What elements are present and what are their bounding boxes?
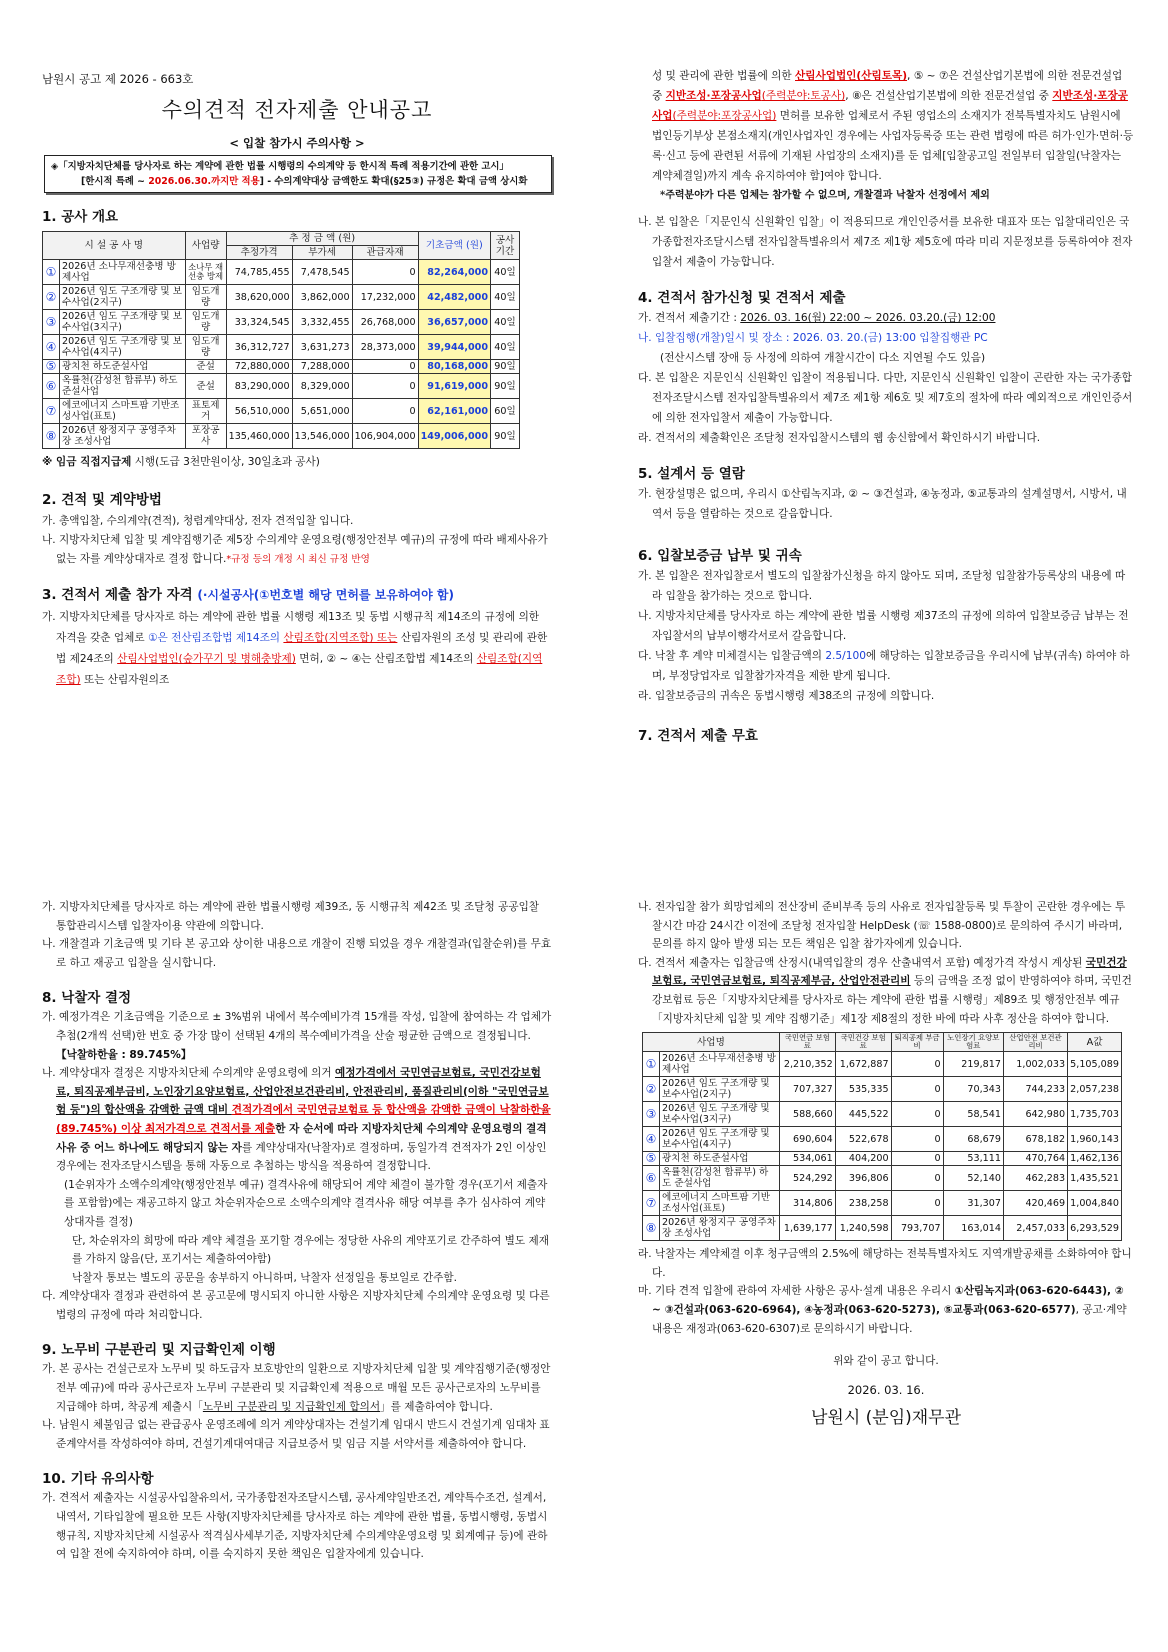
pension: 524,292: [779, 1166, 835, 1191]
safety: 678,182: [1003, 1127, 1067, 1152]
wage-note-text: 시행(도급 3천만원이상, 30일초과 공사): [131, 456, 320, 468]
care: 163,014: [943, 1216, 1003, 1241]
caution-heading: < 입찰 참가시 주의사항 >: [229, 136, 365, 150]
base-amount: 62,161,000: [418, 399, 490, 424]
a-value: 6,293,529: [1068, 1216, 1122, 1241]
s8-na: [42, 1064, 552, 1176]
table-row: [643, 1191, 1122, 1216]
retire: 0: [891, 1077, 943, 1102]
caution-box: [44, 155, 552, 193]
table-row: [643, 1102, 1122, 1127]
qual-text-red: 지반조성·포장공사업: [665, 90, 762, 102]
row-number: ④: [643, 1127, 660, 1152]
s10-da-text: 다. 견적서 제출자는 입찰금액 산정시(내역입찰의 경우 산출내역서 포함) 예정가격 작성시 계상된: [638, 956, 1086, 969]
s3-text: 산림자원의 조성 및 관리에 관한 법 제24조의: [56, 632, 548, 665]
s3-text-red: 산림조합(지역조합): [56, 653, 543, 686]
s3-text-blue: ①은 전산림조합법 제14조의: [147, 632, 284, 644]
base-amount: 39,944,000: [418, 335, 490, 360]
retire: 0: [891, 1102, 943, 1127]
row-number: ⑤: [43, 360, 60, 374]
a-value: 1,004,840: [1068, 1191, 1122, 1216]
qualification-note: *주력분야가 다른 업체는 참가할 수 없으며, 개찰결과 낙찰자 선정에서 제외: [660, 190, 990, 201]
row-number: ②: [643, 1077, 660, 1102]
s10-ma-contacts: ①산림녹지과(063-620-6443), ② ~ ③건설과(063-620-6964), ④농정과(063-620-5273), ⑤교통과(063-620-6577): [652, 1285, 1124, 1316]
s10-ma-text: , 공고·계약 내용은 재정과(063-620-6307)로 문의하시기 바랍니다.: [652, 1303, 1127, 1335]
row-number: ③: [43, 310, 60, 335]
page-title: 수의견적 전자제출 안내공고: [161, 98, 433, 122]
col-name: 시 설 공 사 명: [43, 232, 186, 260]
retire: 0: [891, 1152, 943, 1166]
section-10-heading: 10. 기타 유의사항: [42, 1471, 154, 1488]
project-type: 포장공사: [185, 424, 226, 449]
project-name: 2026년 왕정지구 공영주차장 조성사업: [60, 424, 186, 449]
project-name: 2026년 소나무재선충병 방제사업: [660, 1052, 780, 1077]
row-number: ②: [43, 285, 60, 310]
project-name: 2026년 소나무재선충병 방제사업: [60, 260, 186, 285]
table-row: [43, 374, 520, 399]
safety: 420,469: [1003, 1191, 1067, 1216]
project-type: 임도개량: [185, 335, 226, 360]
pension: 690,604: [779, 1127, 835, 1152]
s10-ma: [638, 1282, 1134, 1338]
table-row: [43, 424, 520, 449]
project-name: 2026년 임도 구조개량 및 보수사업(3지구): [60, 310, 186, 335]
col-pension: 국민연금 보험료: [779, 1033, 835, 1052]
a-value: 1,735,703: [1068, 1102, 1122, 1127]
table-row: [643, 1216, 1122, 1241]
section-7-heading: 7. 견적서 제출 무효: [638, 728, 758, 744]
caution-text: ] - 수의계약대상 금액한도 확대(§25③) 규정은 확대 금액 상시화: [259, 176, 528, 187]
right-bottom-column: [638, 898, 1134, 1428]
s3-title: 3. 견적서 제출 참가 자격: [42, 587, 198, 603]
health: 445,522: [835, 1102, 891, 1127]
health: 1,672,887: [835, 1052, 891, 1077]
care: 52,140: [943, 1166, 1003, 1191]
qual-text: , ⑤ ~ ⑦은 건설산업기본법에 의한 전문건설업 중: [652, 70, 1123, 102]
s10-ra: 라. 낙찰자는 계약체결 이후 청구금액의 2.5%에 해당하는 전북특별자치도 지역개발공채를 소화하여야 합니다.: [638, 1248, 1132, 1279]
project-name: 2026년 왕정지구 공영주차장 조성사업: [660, 1216, 780, 1241]
est-price: 74,785,455: [226, 260, 292, 285]
a-value: 1,435,521: [1068, 1166, 1122, 1191]
care: 58,541: [943, 1102, 1003, 1127]
project-name: 에코에너지 스마트팜 기반조성사업(표토): [660, 1191, 780, 1216]
qual-text-red: (주력분야:토공사): [761, 90, 846, 102]
col-material: 관급자재: [352, 246, 418, 260]
caution-deadline: 2026.06.30.까지만 적용: [148, 176, 260, 187]
material: 0: [352, 399, 418, 424]
est-price: 135,460,000: [226, 424, 292, 449]
project-name: 광치천 하도준설사업: [660, 1152, 780, 1166]
s8-ga-rate: 【낙찰하한율 : 89.745%】: [56, 1048, 192, 1061]
est-price: 38,620,000: [226, 285, 292, 310]
col-est: 추 정 금 액 (원): [226, 232, 418, 246]
issuer: 남원시 (분임)재무관: [810, 1408, 962, 1429]
retire: 793,707: [891, 1216, 943, 1241]
project-name: 2026년 임도 구조개량 및 보수사업(4지구): [660, 1127, 780, 1152]
s2-na-text: 나. 지방자치단체 입찰 및 계약집행기준 제5장 수의계약 운영요령(행정안전부 예규)의 규정에 따라 배제사유가 없는 자를 계약상대자로 결정 합니다.: [42, 534, 548, 565]
left-top-column: [42, 70, 552, 691]
col-period: 공사 기간: [491, 232, 520, 260]
col-health: 국민건강 보험료: [835, 1033, 891, 1052]
notice-date: 2026. 03. 16.: [847, 1382, 925, 1397]
s8-na-h: 낙찰자 통보는 별도의 공문을 송부하지 아니하며, 낙찰자 선정일을 통보일로 간주함.: [72, 1271, 457, 1284]
row-number: ⑥: [643, 1166, 660, 1191]
section-2-heading: 2. 견적 및 계약방법: [42, 492, 162, 508]
caution-text: [한시적 특례 ~: [81, 176, 149, 187]
period: 40일: [491, 285, 520, 310]
material: 106,904,000: [352, 424, 418, 449]
a-value: 5,105,089: [1068, 1052, 1122, 1077]
safety: 642,980: [1003, 1102, 1067, 1127]
col-est-price: 추정가격: [226, 246, 292, 260]
base-amount: 36,657,000: [418, 310, 490, 335]
health: 396,806: [835, 1166, 891, 1191]
health: 404,200: [835, 1152, 891, 1166]
est-price: 56,510,000: [226, 399, 292, 424]
s2-na: [42, 531, 552, 569]
care: 31,307: [943, 1191, 1003, 1216]
s9-na: 나. 남원시 체불임금 없는 관급공사 운영조례에 의거 계약상대자는 건설기계 임대시 반드시 건설기계 임대차 표준계약서를 작성하여야 하며, 건설기계대여대금 지급보증서 및 임금 지불 서약서를 제출하여야 합니다.: [42, 1419, 550, 1450]
retire: 0: [891, 1191, 943, 1216]
vat: 8,329,000: [292, 374, 352, 399]
pension: 1,639,177: [779, 1216, 835, 1241]
s7-na: 나. 개찰결과 기초금액 및 기타 본 공고와 상이한 내용으로 개찰이 진행 되었을 경우 개찰결과(입찰순위)를 무효로 하고 재공고 입찰을 실시합니다.: [42, 938, 552, 969]
s7-ga: 가. 지방자치단체를 당사자로 하는 계약에 관한 법률시행령 제39조, 동 시행규칙 제42조 및 조달청 공공입찰 통합관리시스템 입찰자이용 약관에 의합니다.: [42, 901, 540, 932]
s9-ga: [42, 1360, 552, 1416]
vat: 13,546,000: [292, 424, 352, 449]
a-value: 2,057,238: [1068, 1077, 1122, 1102]
s3-text-red: 산림조합(지역조합) 또는: [283, 632, 398, 644]
table-row: [643, 1077, 1122, 1102]
s2-na-note: *규정 등의 개정 시 최신 규정 반영: [226, 554, 370, 565]
period: 90일: [491, 424, 520, 449]
s6-na: 나. 지방자치단체를 당사자로 하는 계약에 관한 법률 시행령 제37조의 규정에 의하여 입찰보증금 납부는 전자입찰서의 납부이행각서로서 갈음합니다.: [638, 610, 1129, 642]
s10-na: 나. 전자입찰 참가 희망업체의 전산장비 준비부족 등의 사유로 전자입찰등록 및 투찰이 곤란한 경우에는 투찰시간 마감 24시간 이전에 조달청 전자입찰 HelpDesk (☏ 1588-0800)로 문의하여 주시기 바라며, 문의를 하지 않아 발생 되는 모든 책임은 입찰 참가자에게 있습니다.: [638, 901, 1126, 951]
s2-ga: 가. 총액입찰, 수의계약(견적), 청렴계약대상, 전자 견적입찰 입니다.: [42, 515, 354, 527]
a-value: 1,462,136: [1068, 1152, 1122, 1166]
section-6-heading: 6. 입찰보증금 납부 및 귀속: [638, 548, 802, 564]
table-row: [43, 399, 520, 424]
safety: 2,457,033: [1003, 1216, 1067, 1241]
s8-na-g: 단, 차순위자의 희망에 따라 계약 체결을 포기할 경우에는 정당한 사유의 계약포기로 간주하여 별도 제재를 가하지 않음(단, 포기서는 제출하여야함): [72, 1234, 549, 1266]
project-type: 준설: [185, 360, 226, 374]
row-number: ⑦: [643, 1191, 660, 1216]
vat: 7,478,545: [292, 260, 352, 285]
project-name: 옥률천(감성천 합류부) 하도 준설사업: [60, 374, 186, 399]
material: 0: [352, 260, 418, 285]
vat: 7,288,000: [292, 360, 352, 374]
project-table: [42, 231, 520, 449]
pension: 2,210,352: [779, 1052, 835, 1077]
safety: 1,002,033: [1003, 1052, 1067, 1077]
health: 1,240,598: [835, 1216, 891, 1241]
notice-number: 남원시 공고 제 2026 - 663호: [42, 72, 194, 86]
s8-na-bold: 예정가격에서 국민연금보험료, 국민건강보험료, 퇴직공제부금비, 노인장기요양보험료, 산업안전보건관리비, 안전관리비, 품질관리비(이하 "국민연금보험 등")의 합산액을 감액한 금액 대비: [56, 1067, 549, 1117]
table-row: [43, 260, 520, 285]
section-1-heading: 1. 공사 개요: [42, 209, 119, 225]
base-amount: 80,168,000: [418, 360, 490, 374]
s9-ga-agreement: 노무비 구분관리 및 지급확인제 합의서: [202, 1400, 381, 1413]
table-row: [43, 335, 520, 360]
s9-ga-text: 」를 제출하여야 합니다.: [380, 1400, 493, 1413]
caution-line-1: ◈「지방자치단체를 당사자로 하는 계약에 관한 법률 시행령의 수의계약 등 한시적 특례 적용기간에 관한 고시」: [51, 161, 509, 172]
material: 0: [352, 360, 418, 374]
s8-na-text: 나. 계약상대자 결정은 지방자치단체 수의계약 운영요령에 의거: [42, 1067, 336, 1080]
wage-note: [42, 453, 552, 472]
table-row: [43, 360, 520, 374]
table-row: [43, 310, 520, 335]
s10-ma-text: 마. 기타 견적 입찰에 관하여 자세한 사항은 공사·설계 내용은 우리시: [638, 1285, 955, 1298]
pension: 314,806: [779, 1191, 835, 1216]
pension: 707,327: [779, 1077, 835, 1102]
vat: 3,862,000: [292, 285, 352, 310]
s3-text: 면허, ② ~ ④는 산림조합법 제14조의: [295, 653, 477, 665]
row-number: ⑥: [43, 374, 60, 399]
a-value: 1,960,143: [1068, 1127, 1122, 1152]
health: 238,258: [835, 1191, 891, 1216]
row-number: ④: [43, 335, 60, 360]
s3-text-red: 산림사업법인(숲가꾸기 및 병해충방제): [117, 653, 296, 665]
left-bottom-column: [42, 898, 552, 1564]
row-number: ③: [643, 1102, 660, 1127]
period: 40일: [491, 335, 520, 360]
project-name: 2026년 임도 구조개량 및 보수사업(2지구): [660, 1077, 780, 1102]
s8-da: 다. 계약상대자 결정과 관련하여 본 공고문에 명시되지 아니한 사항은 지방자치단체 수의계약 운영요령 및 다른 법령의 규정에 따라 처리합니다.: [42, 1290, 550, 1321]
qual-text: 면허를 보유한 업체로서 주된 영업소의 소재지가 전북특별자치도 남원시에 법인등기부상 본점소재지(개인사업자인 경우에는 사업자등록증 또는 관련 법령에 따른 허가·인가·면허·등록·신고 등에 관련된 서류에 기재된 사업장의 소재지)를 둔 업체[입찰공고일 전일부터 입찰일(낙찰자는 계약체결일)까지 계속 유지하여야 함]여야 합니다.: [652, 110, 1134, 182]
wage-note-title: ※ 임금 직접지급제: [42, 456, 132, 468]
s6-da-rate: 2.5/100: [825, 650, 866, 662]
col-type: 사업량: [185, 232, 226, 260]
health: 522,678: [835, 1127, 891, 1152]
qualification-na: 나. 본 입찰은「지문인식 신원확인 입찰」이 적용되므로 개인인증서를 보유한 대표자 또는 입찰대리인은 국가종합전자조달시스템 전자입찰특별유의서 제7조 제1항 제5호에 따라 미리 지문정보를 등록하여야 전자입찰서 제출이 가능합니다.: [638, 216, 1133, 268]
section-8-heading: 8. 낙찰자 결정: [42, 990, 132, 1007]
care: 53,111: [943, 1152, 1003, 1166]
s4-na-note: (전산시스템 장애 등 사정에 의하여 개찰시간이 다소 지연될 수도 있음): [660, 352, 986, 364]
col-name: 사업명: [643, 1033, 780, 1052]
closing-statement: 위와 같이 공고 합니다.: [833, 1355, 939, 1368]
s4-ga: [638, 308, 1134, 328]
period: 40일: [491, 260, 520, 285]
section-5-heading: 5. 설계서 등 열람: [638, 466, 745, 482]
s6-da-text: 다. 낙찰 후 계약 미체결시는 입찰금액의: [638, 650, 826, 662]
project-name: 광치천 하도준설사업: [60, 360, 186, 374]
est-price: 36,312,727: [226, 335, 292, 360]
table-row: [643, 1152, 1122, 1166]
row-number: ⑦: [43, 399, 60, 424]
project-type: 표토제거: [185, 399, 226, 424]
material: 26,768,000: [352, 310, 418, 335]
s4-na: 나. 입찰집행(개찰)일시 및 장소 : 2026. 03. 20.(금) 13:00 입찰집행관 PC: [638, 332, 988, 344]
s9-ga-text: 가. 본 공사는 건설근로자 노무비 및 하도급자 보호방안의 일환으로 지방자치단체 입찰 및 계약집행기준(행정안전부 예규)에 따라 공사근로자 노무비 구분관리 및 지급확인제 적용으로 매월 모든 공사근로자의 노무비를 지급해야 하며, 착공계 제출시「: [42, 1363, 551, 1413]
caution-line-2: [51, 174, 545, 189]
material: 17,232,000: [352, 285, 418, 310]
retire: 0: [891, 1127, 943, 1152]
s8-na-bold: 한 자 순서에 따라 지방자치단체 수의계약 운영요령의 결격사유 중 어느 하나에도 해당되지 않는 자: [56, 1122, 547, 1154]
s8-ga-text: 가. 예정가격은 기초금액을 기준으로 ± 3%범위 내에서 복수예비가격 15개를 작성, 입찰에 참여하는 각 업체가 추첨(2개씩 선택)한 번호 중 가장 많이 선택된 4개의 복수예비가격을 산술 평균한 금액으로 결정됩니다.: [42, 1011, 552, 1042]
col-a: A값: [1068, 1033, 1122, 1052]
row-number: ①: [643, 1052, 660, 1077]
s3-text: 또는 산림자원의조: [80, 674, 170, 686]
care: 68,679: [943, 1127, 1003, 1152]
project-name: 2026년 임도 구조개량 및 보수사업(4지구): [60, 335, 186, 360]
care: 219,817: [943, 1052, 1003, 1077]
project-name: 옥률천(감성천 합류부) 하도 준설사업: [660, 1166, 780, 1191]
period: 60일: [491, 399, 520, 424]
project-name: 2026년 임도 구조개량 및 보수사업(3지구): [660, 1102, 780, 1127]
project-type: 임도개량: [185, 285, 226, 310]
safety: 462,283: [1003, 1166, 1067, 1191]
retire: 0: [891, 1052, 943, 1077]
qual-text: 성 및 관리에 관한 법률에 의한: [652, 70, 796, 82]
s6-ga: 가. 본 입찰은 전자입찰로서 별도의 입찰참가신청을 하지 않아도 되며, 조달청 입찰참가등록상의 내용에 따라 입찰을 참가하는 것으로 합니다.: [638, 570, 1126, 602]
table-row: [43, 285, 520, 310]
material: 0: [352, 374, 418, 399]
project-type: 준설: [185, 374, 226, 399]
s4-ga-period: 2026. 03. 16(월) 22:00 ~ 2026. 03.20.(금) 12:00: [740, 312, 996, 324]
qualification-cont: [652, 66, 1134, 186]
pension: 534,061: [779, 1152, 835, 1166]
section-3-heading: [42, 585, 552, 605]
project-type: 소나무 재선충 방제: [185, 260, 226, 285]
s10-ga: 가. 견적서 제출자는 시설공사입찰유의서, 국가종합전자조달시스템, 공사계약일반조건, 계약특수조건, 설계서, 내역서, 기타입찰에 필요한 모든 사항(지방자치단체를 당사자로 하는 계약에 관한 법률, 동법시행령, 동법시행규칙, 지방자치단체 시설공사 적격심사세부기준, 지방자치단체 수의계약운영요령 및 회계예규 등)에 관하여 입찰 전에 숙지하여야 하며, 이를 숙지하지 못한 책임은 입찰자에게 있습니다.: [42, 1492, 548, 1561]
col-safety: 산업안전 보건관리비: [1003, 1033, 1067, 1052]
table-row: [643, 1166, 1122, 1191]
qual-text-red: (주력분야:포장공사업): [672, 110, 777, 122]
s3-text: 가. 지방자치단체를 당사자로 하는 계약에 관한 법률 시행령 제13조 및 동법 시행규칙 제14조의 규정에 의한 자격을 갖춘 업체로: [42, 611, 540, 644]
s8-ga: [42, 1008, 552, 1064]
est-price: 33,324,545: [226, 310, 292, 335]
base-amount: 91,619,000: [418, 374, 490, 399]
section-9-heading: 9. 노무비 구분관리 및 지급확인제 이행: [42, 1342, 276, 1359]
s3-ga: [42, 607, 552, 691]
pension: 588,660: [779, 1102, 835, 1127]
s6-da: [638, 646, 1134, 686]
vat: 3,631,273: [292, 335, 352, 360]
s4-ra: 라. 견적서의 제출확인은 조달청 전자입찰시스템의 웹 송신함에서 확인하시기 바랍니다.: [638, 432, 1041, 444]
table-row: [643, 1127, 1122, 1152]
qual-text-red: 산림사업법인(산림토목): [795, 70, 908, 82]
section-4-heading: 4. 견적서 참가신청 및 견적서 제출: [638, 290, 846, 306]
base-amount: 82,264,000: [418, 260, 490, 285]
period: 90일: [491, 374, 520, 399]
qual-text-red: 지반조성·포장공사업: [652, 90, 1128, 122]
est-price: 72,880,000: [226, 360, 292, 374]
s8-na-red: 견적가격에서 국민연금보험료 등 합산액을 감액한 금액이 낙찰하한율(89.745%) 이상 최저가격으로 견적서를 제출: [56, 1104, 551, 1135]
s10-da-text: 등의 금액을 조정 없이 반영하여야 하며, 국민건강보험료 등은「지방자치단체를 당사자로 하는 계약에 관한 법률 시행령」제89조 및 행정안전부 예규「지방자치단체 입찰 및 계약 집행기준」제1장 제8절의 정한 바에 따라 사후 정산을 하여야 합니다.: [652, 975, 1132, 1025]
period: 40일: [491, 310, 520, 335]
row-number: ⑤: [643, 1152, 660, 1166]
base-amount: 42,482,000: [418, 285, 490, 310]
s6-da-text: 에 해당하는 입찰보증금을 우리시에 납부(귀속) 하여야 하며, 부정당업자로 입찰참가자격을 제한 받게 됩니다.: [652, 650, 1130, 682]
s3-note: (·시설공사(①번호별 해당 면허를 보유하여야 함): [197, 588, 454, 602]
col-vat: 부가세: [292, 246, 352, 260]
s4-ga-label: 가. 견적서 제출기간 :: [638, 312, 741, 324]
row-number: ⑧: [643, 1216, 660, 1241]
qual-text: , ⑧은 건설산업기본법에 의한 전문건설업 중: [845, 90, 1053, 102]
safety: 470,764: [1003, 1152, 1067, 1166]
col-care: 노인장기 요양보험료: [943, 1033, 1003, 1052]
s8-na-text: 를 계약상대자(낙찰자)로 결정하며, 동일가격 견적자가 2인 이상인 경우에는 전자조달시스템을 통해 자동으로 추첨하는 방식을 적용하여 결정합니다.: [56, 1141, 547, 1173]
col-base: 기초금액 (원): [418, 232, 490, 260]
row-number: ①: [43, 260, 60, 285]
row-number: ⑧: [43, 424, 60, 449]
base-amount: 149,006,000: [418, 424, 490, 449]
col-retire: 퇴직공제 부금비: [891, 1033, 943, 1052]
est-price: 83,290,000: [226, 374, 292, 399]
health: 535,335: [835, 1077, 891, 1102]
vat: 5,651,000: [292, 399, 352, 424]
project-name: 에코에너지 스마트팜 기반조성사업(표토): [60, 399, 186, 424]
period: 90일: [491, 360, 520, 374]
safety: 744,233: [1003, 1077, 1067, 1102]
care: 70,343: [943, 1077, 1003, 1102]
insurance-table: [642, 1032, 1122, 1241]
retire: 0: [891, 1166, 943, 1191]
s5-ga: 가. 현장설명은 없으며, 우리시 ①산림녹지과, ② ~ ③건설과, ④농정과, ⑤교통과의 설계설명서, 시방서, 내역서 등을 열람하는 것으로 갈음합니다.: [638, 488, 1127, 520]
s4-da: 다. 본 입찰은 지문인식 신원확인 입찰이 적용됩니다. 다만, 지문인식 신원확인 입찰이 곤란한 자는 국가종합전자조달시스템 전자입찰특별유의서 제7조 제1항 제6호 및 제7호의 절차에 따라 예외적으로 개인인증서에 의한 전자입찰서 제출이 가능합니다.: [638, 372, 1133, 424]
right-top-column: [638, 66, 1134, 746]
s8-na-f: (1순위자가 소액수의계약(행정안전부 예규) 결격사유에 해당되어 계약 체결이 불가할 경우(포기서 제출자를 포함함)에는 재공고하지 않고 차순위자순으로 소액수의계약 결격사유 해당 여부를 추가 심사하여 계약상대자를 결정): [64, 1178, 548, 1228]
material: 28,373,000: [352, 335, 418, 360]
project-type: 임도개량: [185, 310, 226, 335]
table-row: [643, 1052, 1122, 1077]
project-name: 2026년 임도 구조개량 및 보수사업(2지구): [60, 285, 186, 310]
s10-da-bold: 국민건강보험료, 국민연금보험료, 퇴직공제부금, 산업안전관리비: [652, 956, 1127, 988]
s10-da: [638, 954, 1134, 1028]
vat: 3,332,455: [292, 310, 352, 335]
s6-ra: 라. 입찰보증금의 귀속은 동법시행령 제38조의 규정에 의합니다.: [638, 690, 935, 702]
